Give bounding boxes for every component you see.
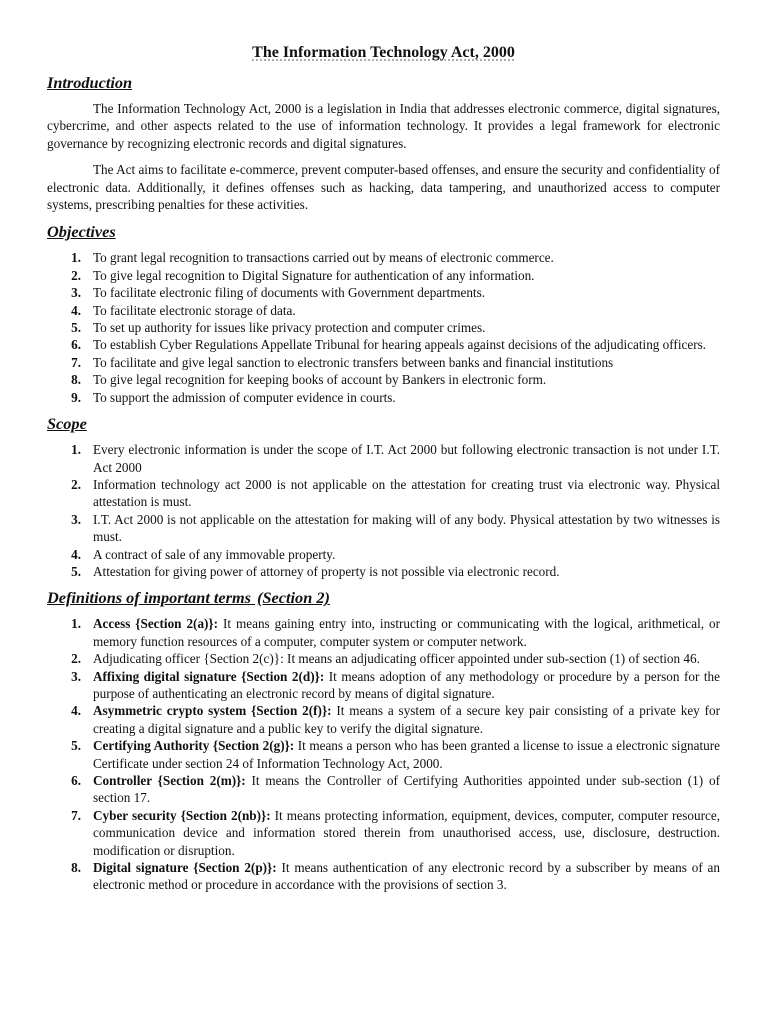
- list-item: [47, 354, 720, 371]
- definition-text: It means protecting information, equipment, devices, computer, computer resource, communication device and information stored therein from unauthorised access, use, disclosure, destruction. modification or disruption.: [93, 807, 720, 858]
- list-item: [47, 702, 720, 737]
- definition-term: Asymmetric crypto system {Section 2(f)}:: [93, 703, 332, 719]
- list-item-text: To facilitate electronic storage of data.: [93, 302, 296, 318]
- definition-term: Access {Section 2(a)}:: [93, 616, 219, 632]
- list-number: 4.: [71, 302, 81, 318]
- list-number: 7.: [71, 807, 81, 823]
- list-item: [47, 336, 720, 353]
- introduction-paragraph: The Act aims to facilitate e-commerce, prevent computer-based offenses, and ensure the security and confidentiality of electronic data. Additionally, it defines offenses such as hacking, data tampering, and unauthorized access to computer systems, prescribing penalties for these activities.: [47, 162, 720, 213]
- list-item-text: Every electronic information is under the scope of I.T. Act 2000 but following electronic transaction is not under I.T. Act 2000: [93, 442, 720, 475]
- list-number: 3.: [71, 511, 81, 527]
- list-item-text: To give legal recognition to Digital Signature for authentication of any information.: [93, 267, 535, 283]
- objectives-heading: Objectives: [47, 222, 116, 242]
- list-item-text: To grant legal recognition to transactions carried out by means of electronic commerce.: [93, 250, 554, 266]
- list-item: [47, 476, 720, 511]
- definition-text: It means gaining entry into, instructing or communicating with the logical, arithmetical, or memory function resources of a computer, computer system or computer network.: [93, 616, 720, 649]
- list-item-text: I.T. Act 2000 is not applicable on the attestation for making will of any body. Physical attestation by two witnesses is must.: [93, 511, 720, 545]
- definitions-list: [47, 615, 720, 894]
- definition-text: It means a system of a secure key pair consisting of a private key for creating a digital signature and a public key to verify the digital signature.: [93, 703, 720, 736]
- list-item: [47, 737, 720, 772]
- list-number: 9.: [71, 389, 81, 405]
- definition-text: It means authentication of any electronic record by a subscriber by means of an electronic method or procedure in accordance with the provisions of section 3.: [93, 860, 720, 893]
- list-number: 2.: [71, 651, 81, 667]
- list-number: 4.: [71, 703, 81, 719]
- definition-term: Cyber security {Section 2(nb)}:: [93, 807, 271, 823]
- list-item: [47, 389, 720, 406]
- document-body: [47, 43, 720, 902]
- list-item: [47, 249, 720, 266]
- definitions-heading: [47, 588, 720, 608]
- list-number: 4.: [71, 546, 81, 562]
- objectives-list: [47, 249, 720, 406]
- list-item-text: To facilitate and give legal sanction to electronic transfers between banks and financial institutions: [93, 354, 614, 370]
- list-item: [47, 807, 720, 859]
- list-number: 5.: [71, 563, 81, 579]
- list-item-text: To give legal recognition for keeping books of account by Bankers in electronic form.: [93, 372, 547, 388]
- list-number: 1.: [71, 442, 81, 458]
- list-item: [47, 371, 720, 388]
- definition-text: It means a person who has been granted a license to issue a electronic signature Certificate under section 24 of Information Technology Act, 2000.: [93, 738, 720, 771]
- list-number: 8.: [71, 372, 81, 388]
- list-item: [47, 650, 720, 667]
- document-title: The Information Technology Act, 2000: [252, 44, 515, 61]
- definitions-heading-text: Definitions of important terms: [47, 588, 251, 608]
- list-number: 5.: [71, 738, 81, 754]
- list-item-text: To set up authority for issues like privacy protection and computer crimes.: [93, 320, 486, 336]
- list-item-text: Attestation for giving power of attorney of property is not possible via electronic record.: [93, 563, 560, 579]
- scope-heading: Scope: [47, 414, 87, 434]
- list-item: [47, 668, 720, 703]
- list-item-text: To support the admission of computer evidence in courts.: [93, 389, 396, 405]
- list-item: [47, 615, 720, 650]
- introduction-paragraph: The Information Technology Act, 2000 is a legislation in India that addresses electronic commerce, digital signatures, cybercrime, and other aspects related to the use of information technology. It provides a legal framework for electronic governance by recognizing electronic records and digital signatures.: [47, 101, 720, 151]
- list-number: 6.: [71, 773, 81, 788]
- list-item: [47, 284, 720, 301]
- list-item-text: A contract of sale of any immovable property.: [93, 546, 336, 562]
- scope-list: [47, 441, 720, 580]
- list-number: 8.: [71, 860, 81, 876]
- list-number: 3.: [71, 668, 81, 684]
- list-number: 7.: [71, 354, 81, 370]
- list-item: [47, 441, 720, 476]
- list-item: [47, 319, 720, 336]
- list-item: [47, 772, 720, 807]
- definition-term: Certifying Authority {Section 2(g)}:: [93, 738, 295, 754]
- definition-term: Controller {Section 2(m)}:: [93, 773, 246, 788]
- definition-term: Affixing digital signature {Section 2(d)}:: [93, 668, 325, 684]
- list-number: 1.: [71, 250, 81, 266]
- list-item: [47, 511, 720, 546]
- list-item: [47, 859, 720, 894]
- definition-term: Digital signature {Section 2(p)}:: [93, 860, 277, 876]
- list-number: 6.: [71, 337, 81, 353]
- list-number: 5.: [71, 320, 81, 336]
- list-item-text: Information technology act 2000 is not applicable on the attestation for creating trust via electronic way. Physical attestation is must.: [93, 476, 720, 510]
- list-number: 1.: [71, 616, 81, 632]
- list-number: 2.: [71, 267, 81, 283]
- list-item-text: To facilitate electronic filing of documents with Government departments.: [93, 285, 486, 301]
- list-item: [47, 546, 720, 563]
- list-item: [47, 267, 720, 284]
- list-number: 2.: [71, 476, 81, 492]
- list-number: 3.: [71, 285, 81, 301]
- list-item: [47, 302, 720, 319]
- definition-text: It means the Controller of Certifying Authorities appointed under sub-section (1) of section 17.: [93, 773, 720, 806]
- introduction-heading: Introduction: [47, 73, 133, 92]
- definition-text: It means adoption of any methodology or procedure by a person for the purpose of authenticating an electronic record by means of digital signature.: [93, 668, 721, 701]
- list-item: [47, 563, 720, 580]
- list-item-text: To establish Cyber Regulations Appellate Tribunal for hearing appeals against decisions of the adjudicating officers.: [93, 337, 707, 353]
- definitions-heading-section: (Section 2): [257, 588, 330, 608]
- definition-text: Adjudicating officer {Section 2(c)}: It means an adjudicating officer appointed under sub-section (1) of section 46.: [93, 651, 700, 667]
